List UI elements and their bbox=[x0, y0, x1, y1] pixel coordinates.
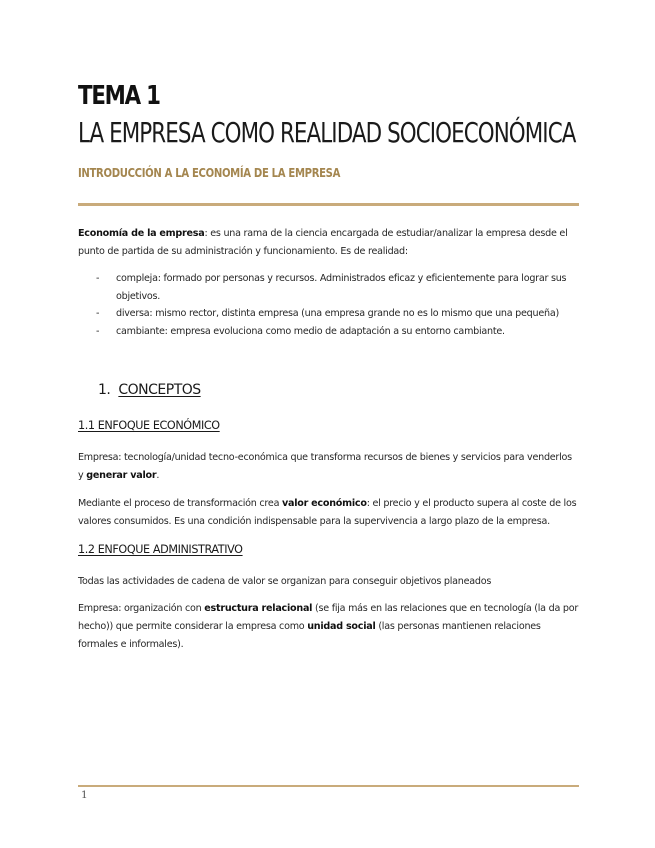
bold-term-valor-economico: valor económico bbox=[282, 498, 367, 509]
list-item-text: compleja: formado por personas y recursos. Administrados eficaz y eficientemente para lograr sus objetivos. bbox=[116, 273, 567, 302]
header-divider bbox=[78, 203, 579, 206]
list-item bbox=[78, 270, 580, 305]
paragraph-text: . bbox=[156, 470, 160, 481]
list-item-text: diversa: mismo rector, distinta empresa (una empresa grande no es lo mismo que una pequeña) bbox=[116, 308, 559, 319]
bold-term-generar-valor: generar valor bbox=[86, 470, 157, 481]
subheading-enfoque-administrativo: 1.2 ENFOQUE ADMINISTRATIVO bbox=[78, 543, 243, 556]
intro-paragraph bbox=[78, 225, 580, 261]
bullet-marker: - bbox=[96, 273, 100, 284]
intro-term: Economía de la empresa bbox=[78, 228, 205, 239]
page-number: 1 bbox=[81, 789, 88, 801]
section-number: 1. bbox=[98, 382, 111, 398]
realidad-list bbox=[78, 270, 580, 340]
bold-term-estructura-relacional: estructura relacional bbox=[204, 603, 313, 614]
page-title: LA EMPRESA COMO REALIDAD SOCIOECONÓMICA bbox=[78, 116, 576, 149]
footer-divider bbox=[78, 785, 579, 787]
list-item bbox=[78, 305, 580, 323]
page-subtitle: INTRODUCCIÓN A LA ECONOMÍA DE LA EMPRESA bbox=[78, 166, 341, 180]
list-item-text: cambiante: empresa evoluciona como medio de adaptación a su entorno cambiante. bbox=[116, 325, 505, 337]
bullet-marker: - bbox=[96, 308, 100, 319]
economico-paragraph-2 bbox=[78, 495, 580, 531]
paragraph-text: : el precio y el producto supera al coste de los valores consumidos. Es una condición indispensable para la supervivencia a largo plazo de la empresa. bbox=[78, 498, 577, 527]
list-item bbox=[78, 323, 580, 341]
paragraph-text: Empresa: tecnología/unidad tecno-económica que transforma recursos de bienes y servicios para venderlos y bbox=[78, 452, 572, 481]
paragraph-text: Empresa: organización con bbox=[78, 603, 205, 614]
intro-definition: : es una rama de la ciencia encargada de estudiar/analizar la empresa desde el punto de partida de su administración y funcionamiento. Es de realidad: bbox=[78, 228, 568, 257]
administrativo-paragraph-1: Todas las actividades de cadena de valor se organizan para conseguir objetivos planeados bbox=[78, 576, 492, 587]
bold-term-unidad-social: unidad social bbox=[307, 621, 376, 632]
paragraph-text: (las personas mantienen relaciones formales e informales). bbox=[78, 621, 541, 650]
administrativo-paragraph-2 bbox=[78, 600, 580, 654]
section-heading-conceptos bbox=[98, 382, 201, 398]
paragraph-text: (se fija más en las relaciones que en tecnología (la da por hecho)) que permite considerar la empresa como bbox=[78, 603, 579, 632]
bullet-marker: - bbox=[96, 325, 100, 337]
subheading-enfoque-economico: 1.1 ENFOQUE ECONÓMICO bbox=[78, 419, 220, 432]
document-page bbox=[78, 0, 580, 848]
topic-number: TEMA 1 bbox=[78, 81, 160, 111]
paragraph-text: Mediante el proceso de transformación crea bbox=[78, 498, 282, 509]
economico-paragraph-1 bbox=[78, 449, 580, 485]
section-label: CONCEPTOS bbox=[118, 382, 201, 398]
